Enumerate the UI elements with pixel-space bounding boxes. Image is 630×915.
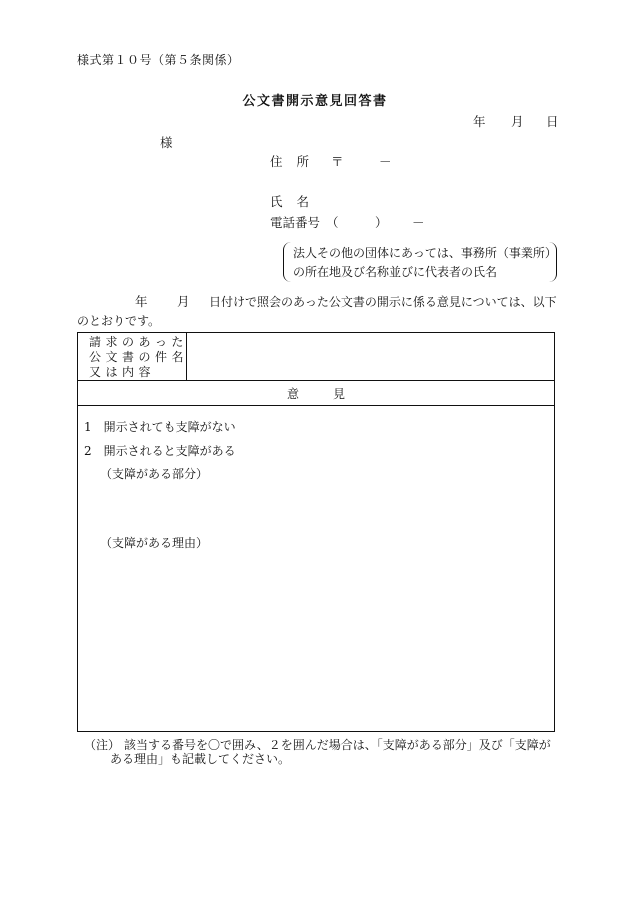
form-number: 様式第１０号（第５条関係）: [77, 53, 240, 67]
footnote-line2: ある理由」も記載してください。: [110, 752, 291, 766]
opinion-header: 意見: [287, 387, 380, 401]
intro-text-line2: のとおりです。: [77, 314, 161, 328]
tel-open-paren: （: [326, 215, 339, 230]
date-day-label: 日: [546, 114, 559, 129]
request-label-line3: 又は内容: [89, 365, 156, 379]
postal-mark: 〒: [331, 154, 344, 169]
intro-text-line1: 日付けで照会のあった公文書の開示に係る意見については、以下: [209, 295, 557, 309]
footnote-line1: 該当する番号を〇で囲み、２を囲んだ場合は、「支障がある部分」及び「支障が: [124, 738, 551, 752]
corporate-note-line1: 法人その他の団体にあっては、事務所（事業所）: [293, 246, 557, 260]
opinion-header-bottom-border: [78, 405, 554, 406]
corporate-note-line2: の所在地及び名称並びに代表者の氏名: [293, 265, 498, 279]
date-year-label: 年: [473, 114, 486, 129]
request-label-line2: 公文書の件名: [89, 350, 189, 364]
option-no-issue: 1 開示されても支障がない: [84, 420, 236, 434]
document-title: 公文書開示意見回答書: [242, 94, 388, 109]
request-label-line1: 請求のあった: [89, 335, 188, 349]
option-has-issue: 2 開示されると支障がある: [84, 444, 236, 458]
address-label: 住所: [270, 154, 324, 169]
tel-label: 電話番号: [270, 215, 321, 230]
footnote-mark: （注）: [84, 738, 121, 752]
tel-close-paren: ）: [375, 215, 388, 230]
issue-part-label: （支障がある部分）: [100, 467, 209, 481]
date-month-label: 月: [511, 114, 524, 129]
postal-dash: －: [379, 154, 392, 169]
request-row-bottom-border: [78, 380, 554, 381]
tel-dash: －: [412, 215, 425, 230]
intro-year-label: 年: [135, 294, 148, 309]
request-value-cell[interactable]: [187, 333, 554, 380]
issue-reason-label: （支障がある理由）: [100, 536, 209, 550]
name-label: 氏名: [270, 194, 324, 209]
intro-month-label: 月: [177, 294, 190, 309]
addressee-suffix: 様: [160, 135, 173, 150]
